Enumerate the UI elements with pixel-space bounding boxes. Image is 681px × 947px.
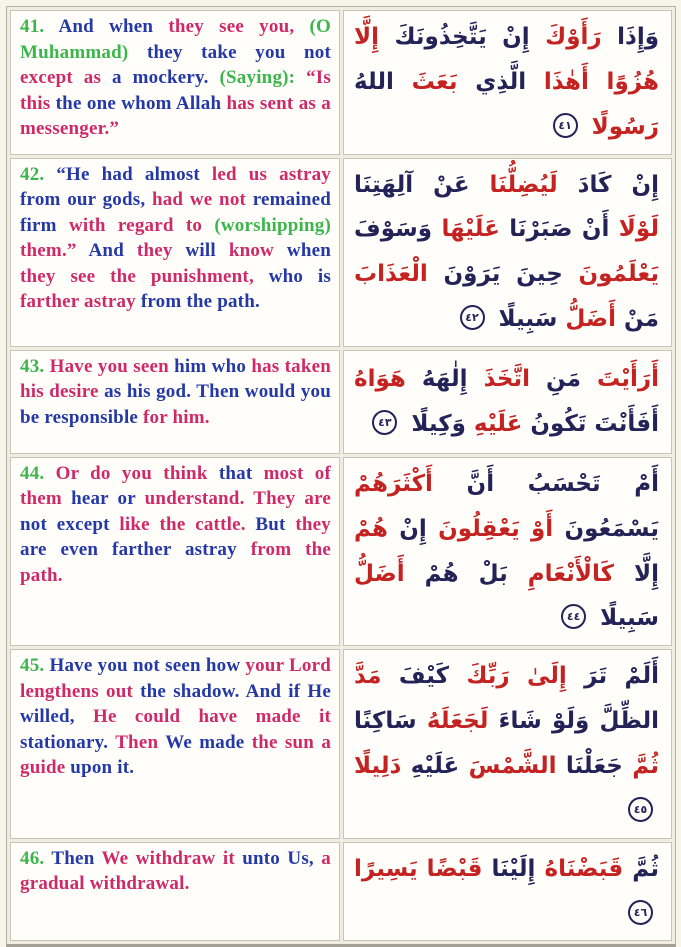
verse-text-segment: مَدَّ — [354, 663, 382, 690]
verse-text-segment: كَيْفَ — [381, 663, 450, 690]
verse-text-segment: most of them — [20, 462, 331, 510]
verse-text-segment: We made — [165, 731, 252, 753]
verse-text-segment: them.” — [20, 240, 89, 262]
verse-text-segment: إِلَّا — [613, 560, 659, 587]
verse-text-segment: عَنْ آلِهَتِنَا — [354, 171, 470, 198]
ayah-end-marker: ٤١ — [553, 113, 578, 138]
verse-text-segment: أَفَأَنْتَ تَكُونُ — [522, 410, 659, 437]
verse-text-segment: “He had almost — [56, 163, 212, 185]
verse-text-segment: not except — [20, 513, 120, 535]
verse-text-segment: دَلِيلًا — [354, 752, 402, 779]
verse-42-english — [10, 158, 340, 347]
verse-text-segment: يَسْمَعُونَ — [553, 515, 659, 542]
verse-text-segment: عَلَيْهِ — [401, 752, 460, 779]
verse-text-segment: Then — [115, 731, 166, 753]
verse-text-segment: “Is this — [20, 67, 331, 114]
verse-text-segment: ثُمَّ — [623, 855, 659, 882]
verse-row-44 — [10, 457, 672, 646]
verse-text-segment: أَمْ تَحْسَبُ أَنَّ — [432, 470, 659, 497]
verse-text-segment: Have you not seen how — [49, 655, 246, 677]
verse-text-segment: الْعَذَابَ — [354, 261, 428, 288]
verse-text-segment: رَسُولًا — [583, 113, 659, 140]
verse-text-segment: كَالْأَنْعَامِ — [507, 560, 614, 587]
verse-text-segment: إِلٰهَهُ — [405, 366, 468, 393]
verse-text-segment: أَنْ صَبَرْنَا — [499, 216, 610, 243]
verse-42-arabic — [343, 158, 672, 347]
verse-text-segment: farther astray — [20, 291, 141, 313]
verse-text-segment: And — [88, 240, 137, 262]
verse-text-segment: 43. — [20, 355, 50, 377]
verse-text-segment: will — [185, 240, 229, 262]
verse-row-42 — [10, 158, 672, 347]
verse-text-segment: جَعَلْنَا — [556, 752, 623, 779]
verse-text-segment: as his god. Then would you be responsible — [20, 381, 332, 428]
verse-text-segment: أَوْ يَعْقِلُونَ — [426, 515, 554, 542]
ayah-end-marker: ٤٣ — [372, 410, 397, 435]
verse-text-segment: the one whom Allah — [55, 92, 227, 114]
verse-text-segment: أَضَلُّ — [557, 306, 617, 333]
verse-text-segment: 41. — [20, 16, 59, 37]
verse-text-segment: from the path. — [140, 291, 260, 313]
verse-text-segment: Have you seen — [49, 355, 175, 377]
verse-row-46 — [10, 842, 672, 942]
verse-text-segment: حِينَ يَرَوْنَ — [427, 261, 563, 288]
verse-text-segment: him who — [174, 355, 252, 377]
verse-41-english — [10, 10, 340, 155]
verse-text-segment: Or do you think — [55, 462, 219, 484]
verse-text-segment: بَلْ هُمْ — [404, 560, 508, 587]
quran-translation-table — [6, 6, 676, 947]
verse-text-segment: سَبِيلًا — [592, 605, 659, 632]
verse-text-segment: understand. They are — [144, 488, 331, 510]
verse-text-segment: (O Muhammad) — [20, 16, 331, 63]
verse-text-segment: for him. — [143, 406, 210, 428]
verse-text-segment: رَأَوْكَ — [529, 24, 602, 50]
verse-text-segment: إِنْ — [387, 515, 427, 542]
verse-text-segment: from our gods, — [20, 189, 152, 211]
verse-row-43 — [10, 350, 672, 454]
verse-text-segment: يَعْلَمُونَ — [562, 261, 659, 288]
verse-text-segment: إِلَّا هُزُوًا أَهٰذَا — [354, 24, 659, 95]
verse-46-arabic — [343, 842, 672, 942]
verse-text-segment: هُمْ — [354, 515, 388, 542]
verse-text-segment: وَسَوْفَ — [354, 216, 433, 243]
verse-text-segment: has sent as a messenger.” — [20, 92, 331, 139]
verse-text-segment: الظِّلَّ وَلَوْ شَاءَ — [488, 708, 659, 735]
verse-text-segment: أَلَمْ تَرَ — [566, 663, 659, 690]
verse-text-segment: ثُمَّ — [622, 752, 659, 779]
verse-row-41 — [10, 10, 672, 155]
verse-text-segment: has taken his desire — [20, 355, 332, 403]
verse-text-segment: سَبِيلًا — [490, 306, 558, 333]
verse-text-segment: الَّذِي — [457, 68, 527, 95]
verse-text-segment: وَكِيلًا — [403, 410, 466, 437]
verse-text-segment: سَاكِنًا — [354, 708, 417, 735]
verse-text-segment: إِنْ كَادَ — [557, 171, 659, 198]
verse-text-segment: وَإِذَا — [601, 24, 660, 50]
verse-text-segment: upon it. — [70, 757, 135, 779]
verse-text-segment: إِلَىٰ رَبِّكَ — [449, 663, 567, 690]
verse-text-segment: that — [218, 462, 264, 484]
verse-43-arabic — [343, 350, 672, 454]
verse-text-segment: they see you, — [168, 16, 310, 37]
verse-text-segment: بَعَثَ — [393, 68, 458, 95]
verse-text-segment: 42. — [20, 163, 57, 185]
verse-text-segment: إِنْ يَتَّخِذُونَكَ — [379, 24, 530, 50]
verse-text-segment: أَكْثَرَهُمْ — [354, 470, 433, 497]
verse-text-segment: But — [255, 513, 296, 535]
ayah-end-marker: ٤٢ — [460, 305, 485, 330]
verse-text-segment: your Lord lengthens out — [20, 655, 331, 702]
verse-text-segment: the shadow. And if He willed, — [20, 680, 331, 728]
verse-text-segment: like the cattle. — [119, 513, 256, 535]
verse-text-segment: except as — [20, 67, 112, 88]
verse-text-segment: And when — [58, 16, 169, 37]
verse-text-segment: hear or — [71, 488, 145, 510]
verse-46-english — [10, 842, 340, 942]
verse-41-arabic — [343, 10, 672, 155]
ayah-end-marker: ٤٤ — [561, 604, 586, 629]
verse-text-segment: اتَّخَذَ — [467, 366, 530, 393]
verse-text-segment: a gradual withdrawal. — [20, 847, 331, 895]
verse-text-segment: they see the punishment, — [20, 265, 269, 287]
verse-text-segment: 44. — [20, 462, 56, 484]
verse-text-segment: with regard to — [68, 214, 215, 236]
verse-text-segment: remained firm — [20, 189, 331, 236]
verse-text-segment: عَلَيْهَا — [432, 216, 500, 243]
ayah-end-marker: ٤٥ — [628, 797, 653, 822]
verse-text-segment: stationary. — [20, 731, 116, 753]
verse-text-segment: they take you not — [146, 41, 332, 63]
verse-text-segment: هَوَاهُ — [354, 366, 406, 393]
verse-text-segment: مَنْ — [616, 306, 659, 333]
ayah-end-marker: ٤٦ — [628, 900, 653, 925]
verse-text-segment: from the path. — [20, 539, 332, 586]
verse-text-segment: (Saying): — [219, 67, 307, 88]
verse-44-english — [10, 457, 340, 646]
verse-text-segment: had we not — [151, 189, 253, 211]
verse-text-segment: Then — [51, 847, 102, 869]
verse-text-segment: الشَّمْسَ — [459, 752, 557, 779]
verse-44-arabic — [343, 457, 672, 646]
verse-text-segment: قَبَضْنَاهُ — [535, 855, 624, 882]
verse-text-segment: مَنِ — [529, 366, 581, 393]
verse-text-segment: عَلَيْهِ — [465, 410, 523, 437]
verse-text-segment: led us astray — [211, 163, 331, 185]
verse-text-segment: لَوْلَا — [609, 216, 659, 243]
verse-text-segment: they — [295, 513, 331, 535]
verse-45-arabic — [343, 649, 672, 838]
verse-text-segment: 46. — [20, 847, 52, 869]
verse-text-segment: إِلَيْنَا — [482, 855, 536, 882]
verse-text-segment: unto Us, — [242, 847, 322, 869]
verse-text-segment: when — [286, 240, 332, 262]
verse-text-segment: اللهُ — [354, 68, 394, 95]
verse-text-segment: We withdraw it — [101, 847, 243, 869]
verse-text-segment: who is — [268, 265, 331, 287]
verse-row-45 — [10, 649, 672, 838]
verse-45-english — [10, 649, 340, 838]
verse-text-segment: they — [136, 240, 186, 262]
verse-43-english — [10, 350, 340, 454]
verse-text-segment: أَرَأَيْتَ — [580, 366, 660, 393]
verse-text-segment: are even farther astray — [20, 539, 251, 561]
verse-text-segment: know — [228, 240, 287, 262]
verse-text-segment: لَيُضِلُّنَا — [469, 171, 558, 198]
verse-text-segment: لَجَعَلَهُ — [416, 708, 489, 735]
verse-text-segment: the sun a guide — [20, 731, 332, 779]
verse-text-segment: (worshipping) — [214, 214, 331, 236]
verse-text-segment: قَبْضًا يَسِيرًا — [354, 855, 483, 882]
verse-text-segment: He could have made it — [92, 706, 331, 728]
verse-text-segment: a mockery. — [112, 67, 220, 88]
verse-text-segment: 45. — [20, 655, 50, 677]
verse-text-segment: أَضَلُّ — [354, 560, 405, 587]
